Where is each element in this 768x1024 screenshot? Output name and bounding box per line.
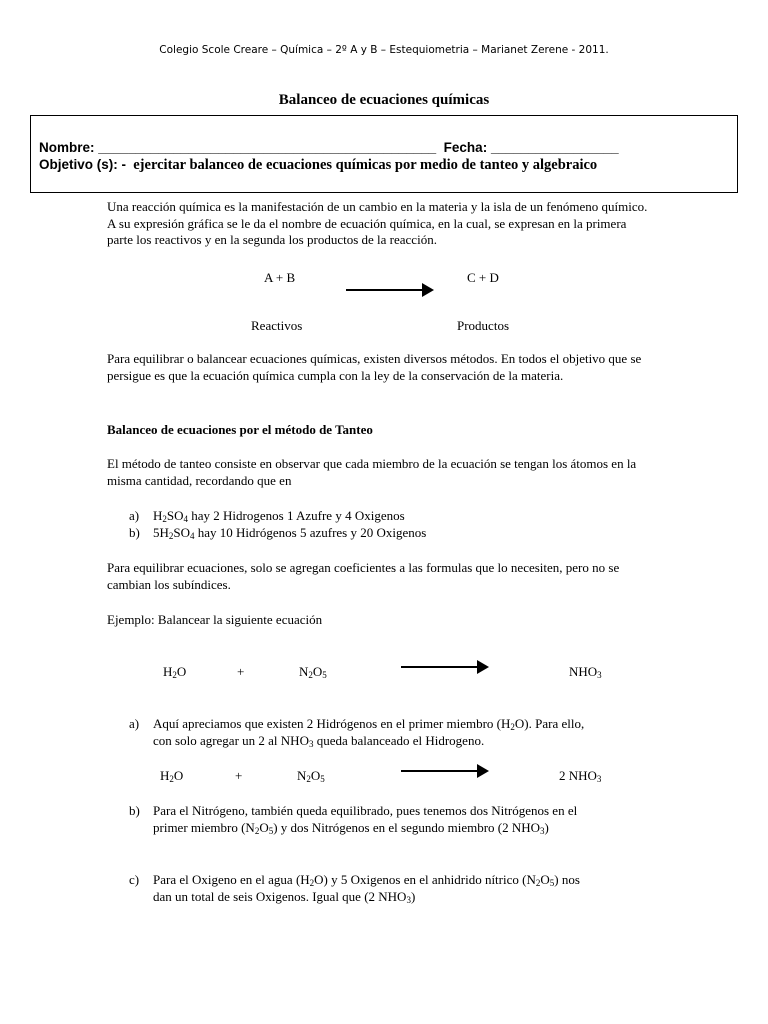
intro-paragraph: Una reacción química es la manifestación de un cambio en la materia y la isla de un fenómeno químico. A su expresión gráfica se le da el nombre de ecuación química, en la cual, se expresan en la primera parte los reactivos y en la segunda los productos de la reacción. xyxy=(107,199,648,247)
student-info-box xyxy=(30,115,738,193)
example-label: Ejemplo: Balancear la siguiente ecuación xyxy=(107,612,323,627)
list-item: Aquí apreciamos que existen 2 Hidrógenos en el primer miembro $(H_2O)$. Para ello, con solo agregar un 2 al $NHO_3$ queda balanceado el Hidrogeno. xyxy=(153,716,585,749)
list-item: $5H_2SO_4$ hay 10 Hidrógenos 5 azufres y 20 Oxigenos xyxy=(153,525,427,541)
list-marker-b: b) xyxy=(129,525,140,540)
list-item: Para el Nitrógeno, también queda equilibrado, pues tenemos dos Nitrógenos en el primer miembro $(N_2O_5)$ y dos Nitrógenos en el segundo miembro (2 $NHO_3$) xyxy=(153,803,578,836)
section-heading: Balanceo de ecuaciones por el método de Tanteo xyxy=(107,422,373,437)
nombre-label: Nombre: xyxy=(39,140,95,155)
list-item: Para el Oxigeno en el agua $(H_2O)$ y 5 Oxigenos en el anhidrido nítrico $(N_2O_5)$ nos dan un total de seis Oxigenos. Igual que (2 $NHO_3$) xyxy=(153,872,580,905)
document-title: Balanceo de ecuaciones químicas xyxy=(278,92,490,108)
objective-line xyxy=(39,157,597,174)
nho3-formula: $NHO_3$ xyxy=(569,664,602,680)
objetivo-label: Objetivo (s): - xyxy=(39,157,126,172)
balanced-nho3-formula: 2 $NHO_3$ xyxy=(559,768,602,784)
coefficients-paragraph: Para equilibrar ecuaciones, solo se agregan coeficientes a las formulas que lo necesiten, pero no se cambian los subíndices. xyxy=(107,560,620,592)
fecha-label: Fecha: xyxy=(443,140,488,155)
plus-sign: + xyxy=(235,768,243,783)
list-marker-a: a) xyxy=(129,716,140,731)
reactants-formula: A + B xyxy=(264,270,296,285)
nombre-blank[interactable]: _____________________________________________ xyxy=(98,140,437,155)
n2o5-formula: $N_2O_5$ xyxy=(297,768,325,784)
products-label: Productos xyxy=(457,318,509,333)
n2o5-formula: $N_2O_5$ xyxy=(299,664,327,680)
list-marker-c: c) xyxy=(129,872,140,887)
name-date-line xyxy=(39,140,619,155)
plus-sign: + xyxy=(237,664,245,679)
water-formula: $H_2O$ xyxy=(163,664,187,680)
list-marker-a: a) xyxy=(129,508,140,523)
tanteo-paragraph: El método de tanteo consiste en observar que cada miembro de la ecuación se tengan los átomos en la misma cantidad, recordando que en xyxy=(107,456,637,488)
fecha-blank[interactable]: _________________ xyxy=(490,140,619,155)
reaction-arrow xyxy=(401,666,487,668)
reaction-arrow xyxy=(401,770,487,772)
conservation-paragraph: Para equilibrar o balancear ecuaciones químicas, existen diversos métodos. En todos el objetivo que se persigue es que la ecuación química cumpla con la ley de la conservación de la materia. xyxy=(107,351,642,383)
objetivo-text: ejercitar balanceo de ecuaciones químicas por medio de tanteo y algebraico xyxy=(133,157,598,173)
water-formula: $H_2O$ xyxy=(160,768,184,784)
products-formula: C + D xyxy=(467,270,499,285)
document-header: Colegio Scole Creare – Química – 2º A y B – Estequiometria – Marianet Zerene - 2011. xyxy=(159,44,609,56)
list-item: $H_2SO_4$ hay 2 Hidrogenos 1 Azufre y 4 Oxigenos xyxy=(153,508,405,524)
reactants-label: Reactivos xyxy=(251,318,303,333)
reaction-arrow xyxy=(346,289,432,291)
list-marker-b: b) xyxy=(129,803,140,818)
